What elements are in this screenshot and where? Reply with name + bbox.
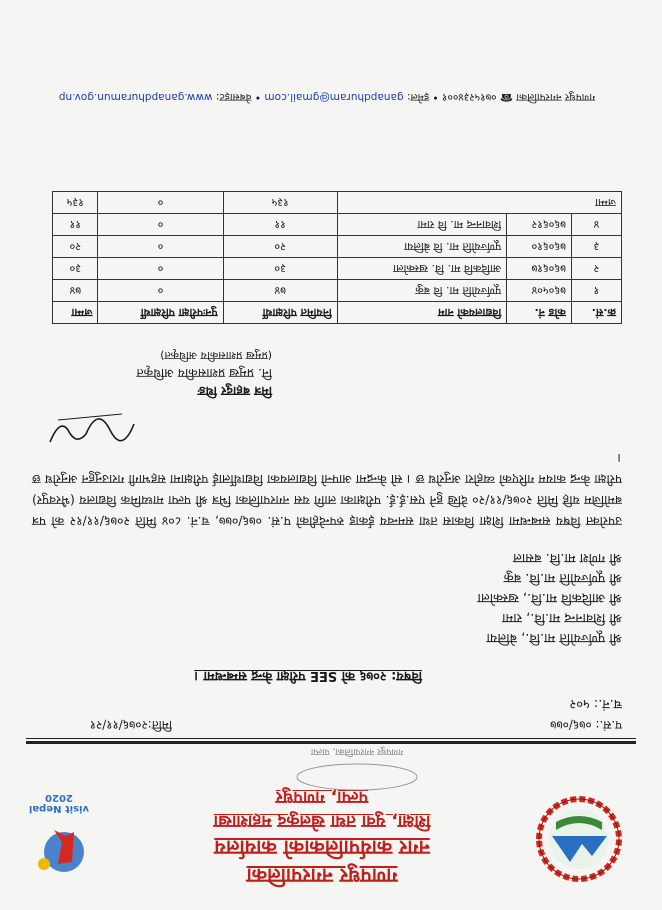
addressee-1: श्री पूर्णज्योति मा.वि., बेलिया xyxy=(486,630,622,645)
table-total-row xyxy=(53,192,622,214)
handwritten-signature xyxy=(42,404,142,464)
letter-date: मिति:२०७६/११/२१ xyxy=(89,718,172,732)
col-total: जम्मा xyxy=(53,302,98,324)
cell-total: ११ xyxy=(53,214,98,236)
stamp-icon xyxy=(292,762,422,792)
col-code: कोड नं. xyxy=(507,302,572,324)
total-retake: ० xyxy=(98,192,223,214)
municipality-emblem xyxy=(536,796,622,882)
footer-address: गणपधुर नगरपालिका xyxy=(516,91,596,103)
cell-school: आदिकवि मा. वि. खस्कोला xyxy=(337,258,507,280)
cell-serial: २ xyxy=(571,258,621,280)
cell-serial: ३ xyxy=(571,236,621,258)
division-name: शिक्षा, युवा तथा खेलकुद महाशाखा xyxy=(213,811,431,831)
reference-number: प.सं.: ०७६/०७७ xyxy=(550,718,622,732)
footer-website[interactable]: www.ganapdhuramun.gov.np xyxy=(58,91,213,103)
phone-icon: ☎ xyxy=(496,91,513,103)
addressee-5: श्री गणेश मा.वि. बसाल xyxy=(513,550,622,565)
total-regular: १३५ xyxy=(223,192,337,214)
cell-code: ७६०६१७ xyxy=(507,258,572,280)
cell-regular: ११ xyxy=(223,214,337,236)
cell-school: शिवानन्द मा. वि रामा xyxy=(337,214,507,236)
addressee-4: श्री पूर्णज्योति मा.वि. बकु xyxy=(503,570,622,585)
exam-students-table xyxy=(52,191,622,324)
letter-footer: गणपधुर नगरपालिका ☎ ०७१५२३४००१ • इमेल: ganapdhuram@gmail.com • वेबसाइट: www.ganapdhuramun.gov.np xyxy=(58,91,596,103)
cell-code: ७६०६१२ xyxy=(507,214,572,236)
letter-subject: विषय: २०७६ को SEE परीक्षा केन्द्र सम्बन्धमा । xyxy=(194,668,422,683)
cell-total: २० xyxy=(53,236,98,258)
table-row xyxy=(53,214,622,236)
footer-email-label: इमेल: xyxy=(406,91,430,103)
col-school-name: विद्यालयको नाम xyxy=(337,302,507,324)
footer-website-label: वेबसाइट: xyxy=(215,91,252,103)
letter-body: उपरोक्त विषय सम्बन्धमा शिक्षा विकास तथा समन्वय ईकाइ रुपन्देहीको प.सं. ०७६/०७७, च.नं. ८०४ मिति २०७६/११/१२ को पत्र बमोजिम यहि मिति २०७६/११/२० देखि हुने एस.ई.ई. परीक्षाका लागि यस नगरपालिका भित्र श्री पल्पा माध्यमिक विद्यालय (भैरवपुर) परीक्षा केन्द्र कायम गरिएको व्यहोरा अनुरोध छ । सो केन्द्रमा आफ्नो विद्यालयका विद्यार्थीलाई परीक्षामा सहभागी गराउनुहुन अनुरोध छ । xyxy=(32,451,622,529)
cell-retake: ० xyxy=(98,214,223,236)
cell-total: ३० xyxy=(53,258,98,280)
addressee-3: श्री आदिकवि मा.वि., खस्कोला xyxy=(477,590,622,605)
signatory-name: मित्र बहादुर थिङ xyxy=(197,384,272,399)
cell-serial: ४ xyxy=(571,214,621,236)
cell-regular: ३० xyxy=(223,258,337,280)
dispatch-number: च.नं.: ५०२ xyxy=(569,696,622,711)
col-retake: पुनःपरीक्षा परिक्षार्थी xyxy=(98,302,223,324)
visit-nepal-icon xyxy=(16,812,102,882)
header-divider xyxy=(26,741,636,744)
cell-school: पूर्णज्योति मा. वि बेलिया xyxy=(337,236,507,258)
table-row xyxy=(53,258,622,280)
table-row xyxy=(53,280,622,302)
addressee-2: श्री शिवानन्द मा.वि., रामा xyxy=(502,610,622,625)
cell-regular: २० xyxy=(223,236,337,258)
cell-regular: ७४ xyxy=(223,280,337,302)
col-regular: नियमित परिक्षार्थी xyxy=(223,302,337,324)
cell-school: पूर्णज्योति मा. वि बकु xyxy=(337,280,507,302)
office-location: पल्पा, गणपधुर xyxy=(275,787,369,807)
cell-serial: १ xyxy=(571,280,621,302)
header-divider-thin xyxy=(26,738,636,739)
cell-total: ७४ xyxy=(53,280,98,302)
table-header-row xyxy=(53,302,622,324)
cell-retake: ० xyxy=(98,258,223,280)
municipality-name: गणपधुर नगरपालिका xyxy=(246,864,398,888)
cell-retake: ० xyxy=(98,236,223,258)
table-row xyxy=(53,236,622,258)
visit-nepal-logo xyxy=(16,792,102,882)
cell-code: ७६०५०४ xyxy=(507,280,572,302)
emblem-icon xyxy=(536,796,622,882)
total-label: जम्मा xyxy=(337,192,621,214)
footer-email[interactable]: ganapdhuram@gmail.com xyxy=(264,91,404,103)
stamp-text: गणपधुर नगरपालिका, पाल्पा xyxy=(310,746,404,756)
visit-nepal-text: visit Nepal 2020 xyxy=(28,792,90,814)
col-serial: क्र.सं. xyxy=(571,302,621,324)
footer-phone: ०७१५२३४००१ xyxy=(441,91,497,103)
signature-block xyxy=(52,346,272,400)
office-stamp xyxy=(292,746,422,792)
office-name: नगर कार्यपालिकाको कार्यालय xyxy=(214,836,430,860)
signatory-title: नि. प्रमुख प्रशासकीय अधिकृत xyxy=(136,366,272,381)
cell-retake: ० xyxy=(98,280,223,302)
total-all: १३५ xyxy=(53,192,98,214)
signatory-subtitle: (प्रमुख प्रशासकीय अधिकृत) xyxy=(160,349,272,362)
cell-code: ७६०६१० xyxy=(507,236,572,258)
